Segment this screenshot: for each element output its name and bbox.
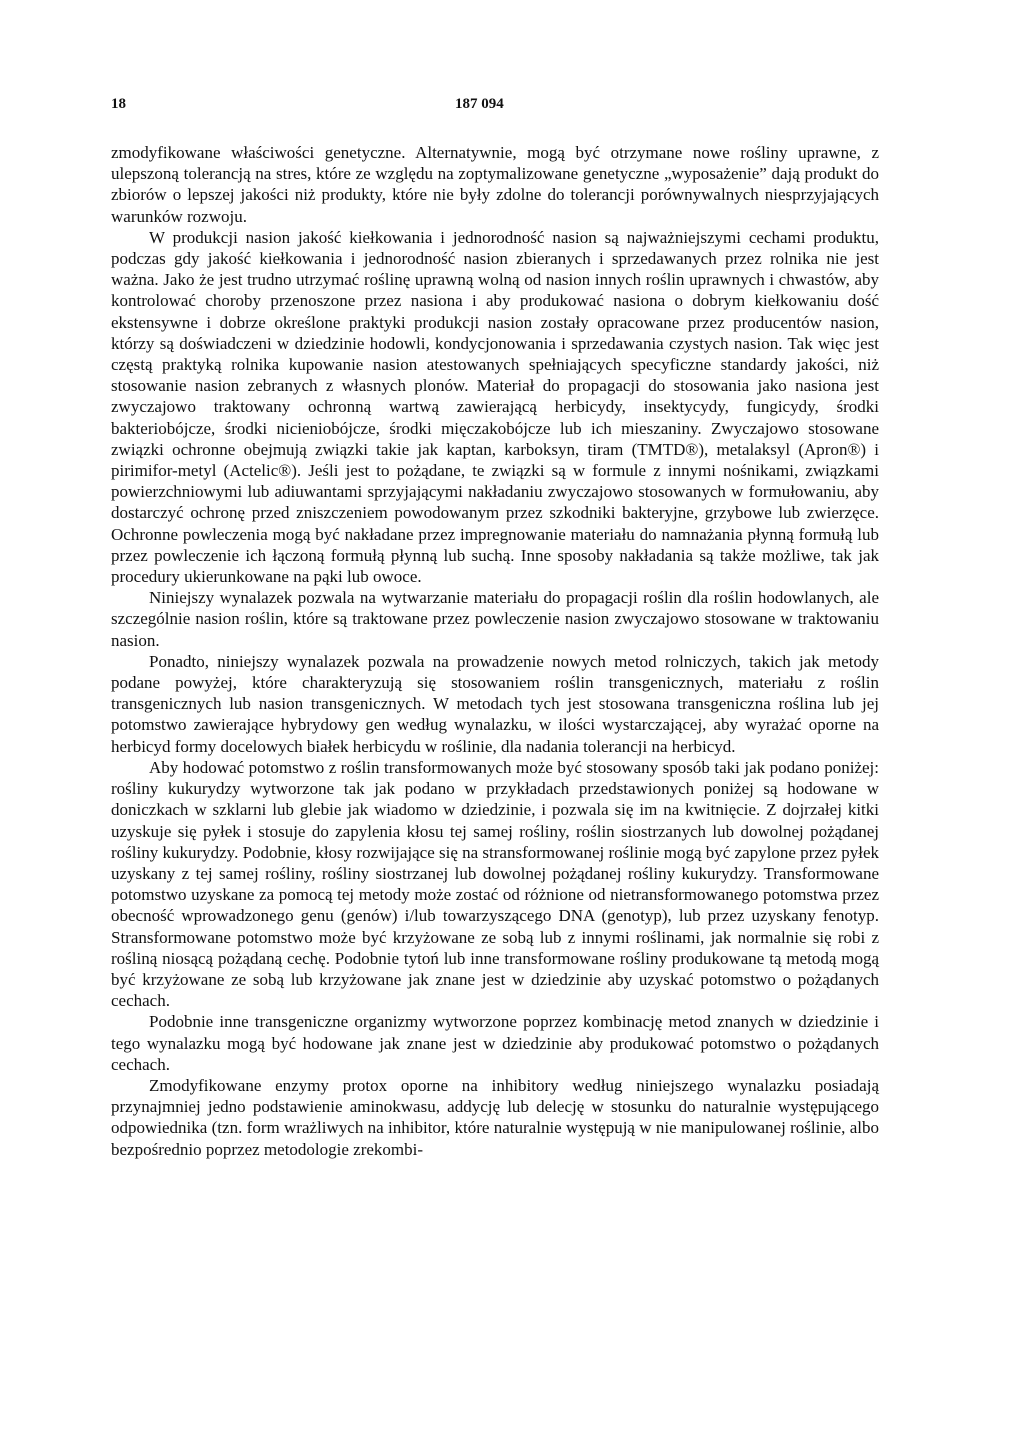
page-header xyxy=(111,96,879,120)
paragraph: Podobnie inne transgeniczne organizmy wytworzone poprzez kombinację metod znanych w dziedzinie i tego wynalazku mogą być hodowane jak znane jest w dziedzinie aby produkować potomstwo o pożądanych cechach. xyxy=(111,1012,879,1074)
paragraph: W produkcji nasion jakość kiełkowania i jednorodność nasion są najważniejszymi cechami produktu, podczas gdy jakość kiełkowania i jednorodność nasion zbieranych i sprzedawanych przez rolnika nie jest ważna. Jako że jest trudno utrzymać roślinę uprawną wolną od nasion innych roślin uprawnych i chwastów, aby kontrolować choroby przenoszone przez nasiona i aby produkować nasiona o dobrym kiełkowaniu dość ekstensywne i dobrze określone praktyki produkcji nasion zostały opracowane przez producentów nasion, którzy są doświadczeni w dziedzinie hodowli, kondycjonowania i sprzedawania czystych nasion. Tak więc jest częstą praktyką rolnika kupowanie nasion atestowanych spełniających specyficzne standardy jakości, niż stosowanie nasion zebranych z własnych plonów. Materiał do propagacji do stosowania jako nasiona jest zwyczajowo traktowany ochronną wartwą zawierającą herbicydy, insektycydy, fungicydy, środki bakteriobójcze, środki nicieniobójcze, środki mięczakobójcze lub ich mieszaniny. Zwyczajowo stosowane związki ochronne obejmują związki takie jak kaptan, karboksyn, tiram (TMTD®), metalaksyl (Apron®) i pirimifor-metyl (Actelic®). Jeśli jest to pożądane, te związki są w formule z innymi nośnikami, związkami powierzchniowymi lub adiuwantami sprzyjającymi nakładaniu zwyczajowo stosowanych w formułowaniu, aby dostarczyć ochronę przed zniszczeniem powodowanym przez szkodniki bakteryjne, grzybowe lub zwierzęce. Ochronne powleczenia mogą być nakładane przez impregnowanie materiału do namnażania płynną formułą lub przez powleczenie ich łączoną formułą płynną lub suchą. Inne sposoby nakładania są także możliwe, tak jak procedury ukierunkowane na pąki lub owoce. xyxy=(111,227,879,587)
document-body xyxy=(111,142,879,1160)
patent-number: 187 094 xyxy=(455,96,504,112)
paragraph: zmodyfikowane właściwości genetyczne. Alternatywnie, mogą być otrzymane nowe rośliny uprawne, z ulepszoną tolerancją na stres, które ze względu na zoptymalizowane genetyczne „wyposażenie” dają produkt do zbiorów o lepszej jakości niż produkty, które nie były zdolne do tolerancji porównywalnych niesprzyjających warunków rozwoju. xyxy=(111,143,879,226)
paragraph: Ponadto, niniejszy wynalazek pozwala na prowadzenie nowych metod rolniczych, takich jak metody podane powyżej, które charakteryzują się stosowaniem roślin transgenicznych, materiału z roślin transgenicznych lub nasion transgenicznych. W metodach tych jest stosowana transgeniczna roślina lub jej potomstwo zawierające hybrydowy gen według wynalazku, w ilości wystarczającej, aby wyrażać oporne na herbicyd formy docelowych białek herbicydu w roślinie, dla nadania tolerancji na herbicyd. xyxy=(111,651,879,756)
page-number: 18 xyxy=(111,96,126,112)
paragraph: Niniejszy wynalazek pozwala na wytwarzanie materiału do propagacji roślin dla roślin hodowlanych, ale szczególnie nasion roślin, które są traktowane przez powleczenie nasion zwyczajowo stosowane w traktowaniu nasion. xyxy=(111,588,879,650)
paragraph: Zmodyfikowane enzymy protox oporne na inhibitory według niniejszego wynalazku posiadają przynajmniej jedno podstawienie aminokwasu, addycję lub delecję w stosunku do naturalnie występującego odpowiednika (tzn. form wrażliwych na inhibitor, które naturalnie występują w nie manipulowanej roślinie, albo bezpośrednio poprzez metodologie zrekombi- xyxy=(111,1075,879,1159)
paragraph: Aby hodować potomstwo z roślin transformowanych może być stosowany sposób taki jak podano poniżej: rośliny kukurydzy wytworzone tak jak podano w przykładach przedstawionych poniżej są hodowane w doniczkach w szklarni lub glebie jak wiadomo w dziedzinie, i pozwala się im na kwitnięcie. Z dojrzałej kitki uzyskuje się pyłek i stosuje do zapylenia kłosu tej samej rośliny, roślin siostrzanych lub dowolnej pożądanej rośliny kukurydzy. Podobnie, kłosy rozwijające się na stransformowanej roślinie mogą być zapylone przez pyłek uzyskany z tej samej rośliny, rośliny siostrzanej lub dowolnej pożądanej rośliny kukurydzy. Transformowane potomstwo uzyskane za pomocą tej metody może zostać od różnione od nietransformowanego potomstwa przez obecność wprowadzonego genu (genów) i/lub towarzyszącego DNA (genotyp), lub przez uzyskany fenotyp. Stransformowane potomstwo może być krzyżowane ze sobą lub z innymi roślinami, jak normalnie się robi z rośliną niosącą pożądaną cechę. Podobnie tytoń lub inne transformowane rośliny produkowane tą metodą mogą być krzyżowane ze sobą lub krzyżowane jak znane jest w dziedzinie aby uzyskać potomstwo o pożądanych cechach. xyxy=(111,757,879,1011)
